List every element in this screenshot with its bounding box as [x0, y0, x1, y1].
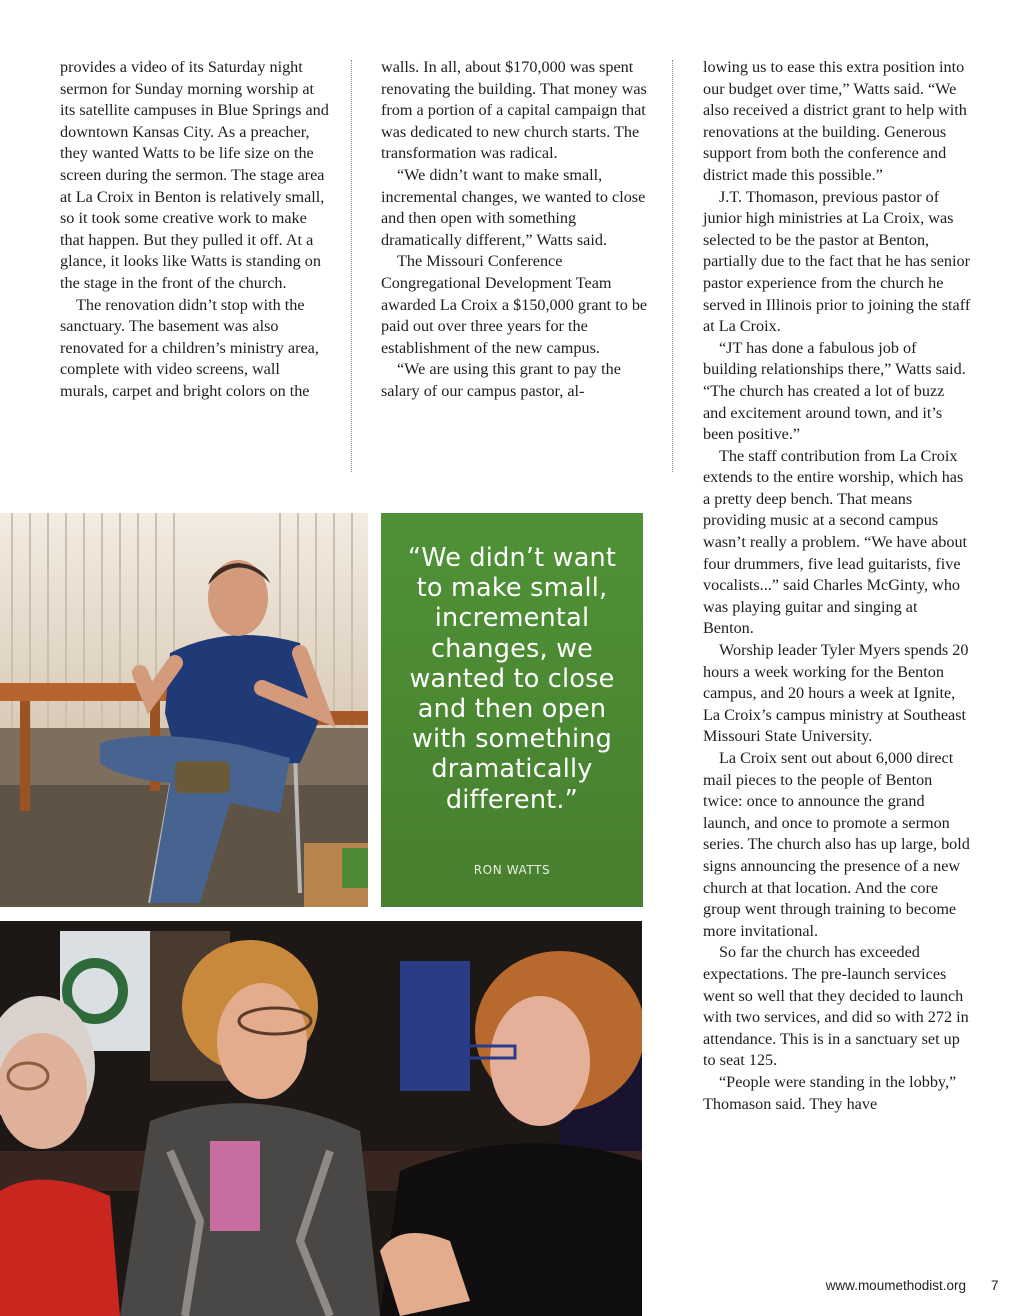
pull-quote-text: “We didn’t want to make small, incremental changes, we wanted to close and then open with something dramatically different.”	[407, 543, 617, 815]
paragraph: J.T. Thomason, previous pastor of junior high ministries at La Croix, was selected to be the pastor at Benton, partially due to the fact that he has senior pastor experience from the church he served in Illinois prior to joining the staff at La Croix.	[703, 187, 971, 336]
paragraph: The renovation didn’t stop with the sanctuary. The basement was also renovated for a children’s ministry area, complete with video screens, wall murals, carpet and bright colors on the	[60, 295, 319, 400]
paragraph: La Croix sent out about 6,000 direct mail pieces to the people of Benton twice: once to announce the grand launch, and once to promote a sermon series. The church also has up large, bold signs announcing the presence of a new church at that location. And the core group went through training to become more invitational.	[703, 749, 970, 940]
paragraph: Worship leader Tyler Myers spends 20 hours a week working for the Benton campus, and 20 hours a week at Ignite, La Croix’s campus ministry at Southeast Missouri State University.	[703, 641, 969, 746]
paragraph: So far the church has exceeded expectations. The pre-launch services went so well that they decided to launch with two services, and did so with 272 in attendance. This is in a sanctuary set up to seat 125.	[703, 943, 969, 1070]
page-number: 7	[991, 1278, 999, 1293]
photo-man-speaking	[0, 513, 368, 907]
article-column-3	[703, 57, 971, 1115]
paragraph: lowing us to ease this extra position into our budget over time,” Watts said. “We also received a district grant to help with renovations at the building. Generous support from both the conference and district made this possible.”	[703, 58, 967, 184]
paragraph: provides a video of its Saturday night sermon for Sunday morning worship at its satellite campuses in Blue Springs and downtown Kansas City. As a preacher, they wanted Watts to be life size on the screen during the sermon. The stage area at La Croix in Benton is relatively small, so it took some creative work to make that happen. But they pulled it off. At a glance, it looks like Watts is standing on the stage in the front of the church.	[60, 58, 329, 292]
paragraph: The staff contribution from La Croix extends to the entire worship, which has a pretty deep bench. That means providing music at a second campus wasn’t really a problem. “We have about four drummers, five lead guitarists, five vocalists...” said Charles McGinty, who was playing guitar and singing at Benton.	[703, 446, 968, 638]
photo-women-talking	[0, 921, 642, 1316]
paragraph: “People were standing in the lobby,” Thomason said. They have	[703, 1072, 957, 1113]
photo-women-talking-illustration	[0, 921, 642, 1316]
article-column-1	[60, 57, 330, 403]
paragraph: “We are using this grant to pay the salary of our campus pastor, al-	[381, 360, 621, 400]
column-divider	[351, 60, 352, 472]
paragraph: “JT has done a fabulous job of building relationships there,” Watts said. “The church has created a lot of buzz and excitement around town, and it’s been positive.”	[703, 338, 966, 444]
photo-man-speaking-illustration	[0, 513, 368, 907]
footer-website: www.moumethodist.org	[825, 1278, 966, 1293]
column-divider	[672, 60, 673, 472]
paragraph: “We didn’t want to make small, incremental changes, we wanted to close and then open with something dramatically different,” Watts said.	[381, 165, 646, 249]
article-column-2	[381, 57, 649, 403]
paragraph: The Missouri Conference Congregational Development Team awarded La Croix a $150,000 grant to be paid out over three years for the establishment of the new campus.	[381, 252, 648, 357]
paragraph: walls. In all, about $170,000 was spent renovating the building. That money was from a portion of a capital campaign that was dedicated to new church starts. The transformation was radical.	[381, 58, 647, 163]
pull-quote	[381, 513, 643, 907]
pull-quote-attribution: RON WATTS	[473, 863, 551, 877]
